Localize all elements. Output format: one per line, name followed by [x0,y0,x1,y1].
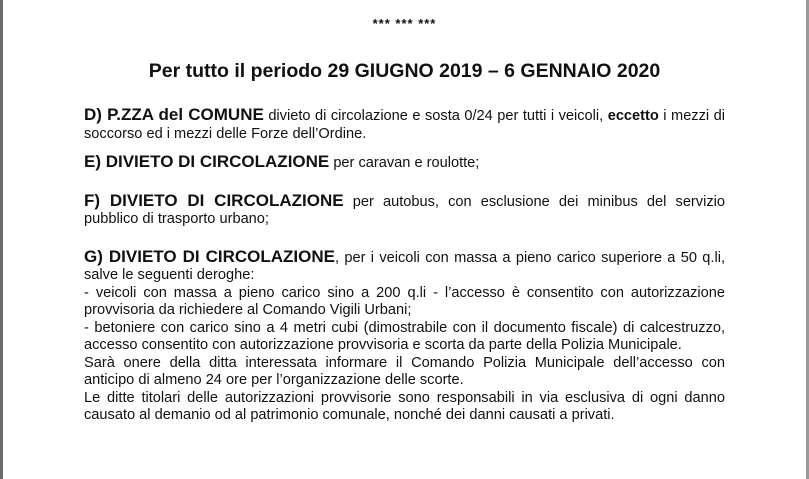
document-body [84,106,725,425]
section-f-text: per autobus, con esclusione dei minibus del servizio pubblico di trasporto urbano; [84,193,725,227]
section-f [84,192,725,229]
section-d-text-end: i mezzi di soccorso ed i mezzi delle Forze dell’Ordine. [84,108,725,142]
section-g-item: - veicoli con massa a pieno carico sino a 200 q.li - l’accesso è consentito con autorizzazione provvisoria da richiedere al Comando Vigili Urbani; [84,284,725,318]
section-d [84,106,725,143]
section-g [84,248,725,285]
section-d-bold-word: eccetto [607,108,659,124]
separator-stars: *** *** *** [372,16,437,31]
section-d-heading: D) P.ZZA del COMUNE [84,105,264,124]
section-g-item: - betoniere con carico sino a 4 metri cubi (dimostrabile con il documento fiscale) di calcestruzzo, accesso consentito con autorizzazione provvisoria e scorta da parte della Polizia Municipale. [84,319,725,353]
section-e-text: per caravan e roulotte; [329,155,480,171]
section-g-item: Sarà onere della ditta interessata informare il Comando Polizia Municipale dell’accesso con anticipo di almeno 24 ore per l’organizzazione delle scorte. [84,354,725,388]
section-e [84,153,725,173]
section-f-heading: F) DIVIETO DI CIRCOLAZIONE [84,190,344,210]
section-d-text: divieto di circolazione e sosta 0/24 per tutti i veicoli, [263,108,608,124]
section-g-heading: G) DIVIETO DI CIRCOLAZIONE [84,246,335,266]
section-g-text: , per i veicoli con massa a pieno carico superiore a 50 q.li, salve le seguenti deroghe: [84,249,726,283]
section-g-item: Le ditte titolari delle autorizzazioni provvisorie sono responsabili in via esclusiva di ogni danno causato al demanio od al patrimonio comunale, nonché dei danni causati a privati. [84,389,725,423]
section-e-heading: E) DIVIETO DI CIRCOLAZIONE [84,152,330,171]
page-title: Per tutto il periodo 29 GIUGNO 2019 – 6 GENNAIO 2020 [148,60,661,82]
